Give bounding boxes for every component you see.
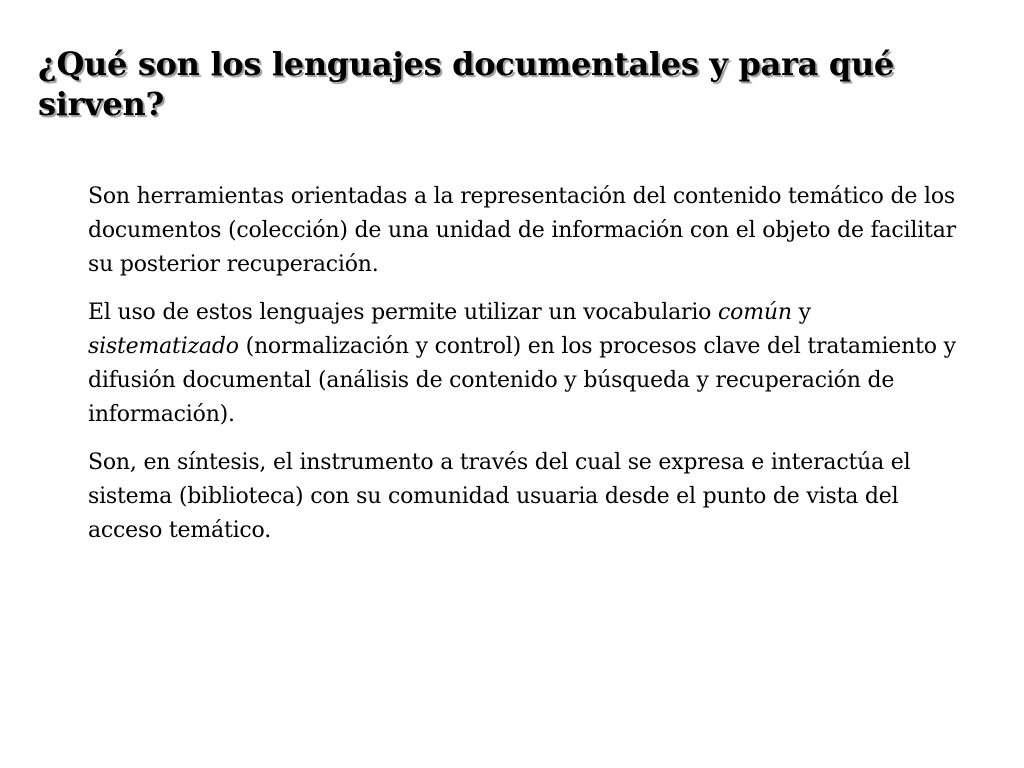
paragraph-usage-text-2: y <box>791 300 811 325</box>
paragraph-usage-text-1: El uso de estos lenguajes permite utilizar un vocabulario <box>88 300 719 325</box>
paragraph-usage-text-3: (normalización y control) en los procesos clave del tratamiento y difusión documental (análisis de contenido y búsqueda y recuperación de información). <box>88 334 956 427</box>
paragraph-definition: Son herramientas orientadas a la representación del contenido temático de los documentos (colección) de una unidad de información con el objeto de facilitar su posterior recuperación. <box>88 184 956 277</box>
paragraph-synthesis: Son, en síntesis, el instrumento a través del cual se expresa e interactúa el sistema (biblioteca) con su comunidad usuaria desde el punto de vista del acceso temático. <box>88 450 911 543</box>
emphasis-comun: común <box>718 300 792 325</box>
slide-body <box>88 180 968 562</box>
paragraph-usage <box>88 296 968 432</box>
slide-title: ¿Qué son los lenguajes documentales y para qué sirven? <box>38 45 894 123</box>
emphasis-sistematizado: sistematizado <box>88 334 239 359</box>
